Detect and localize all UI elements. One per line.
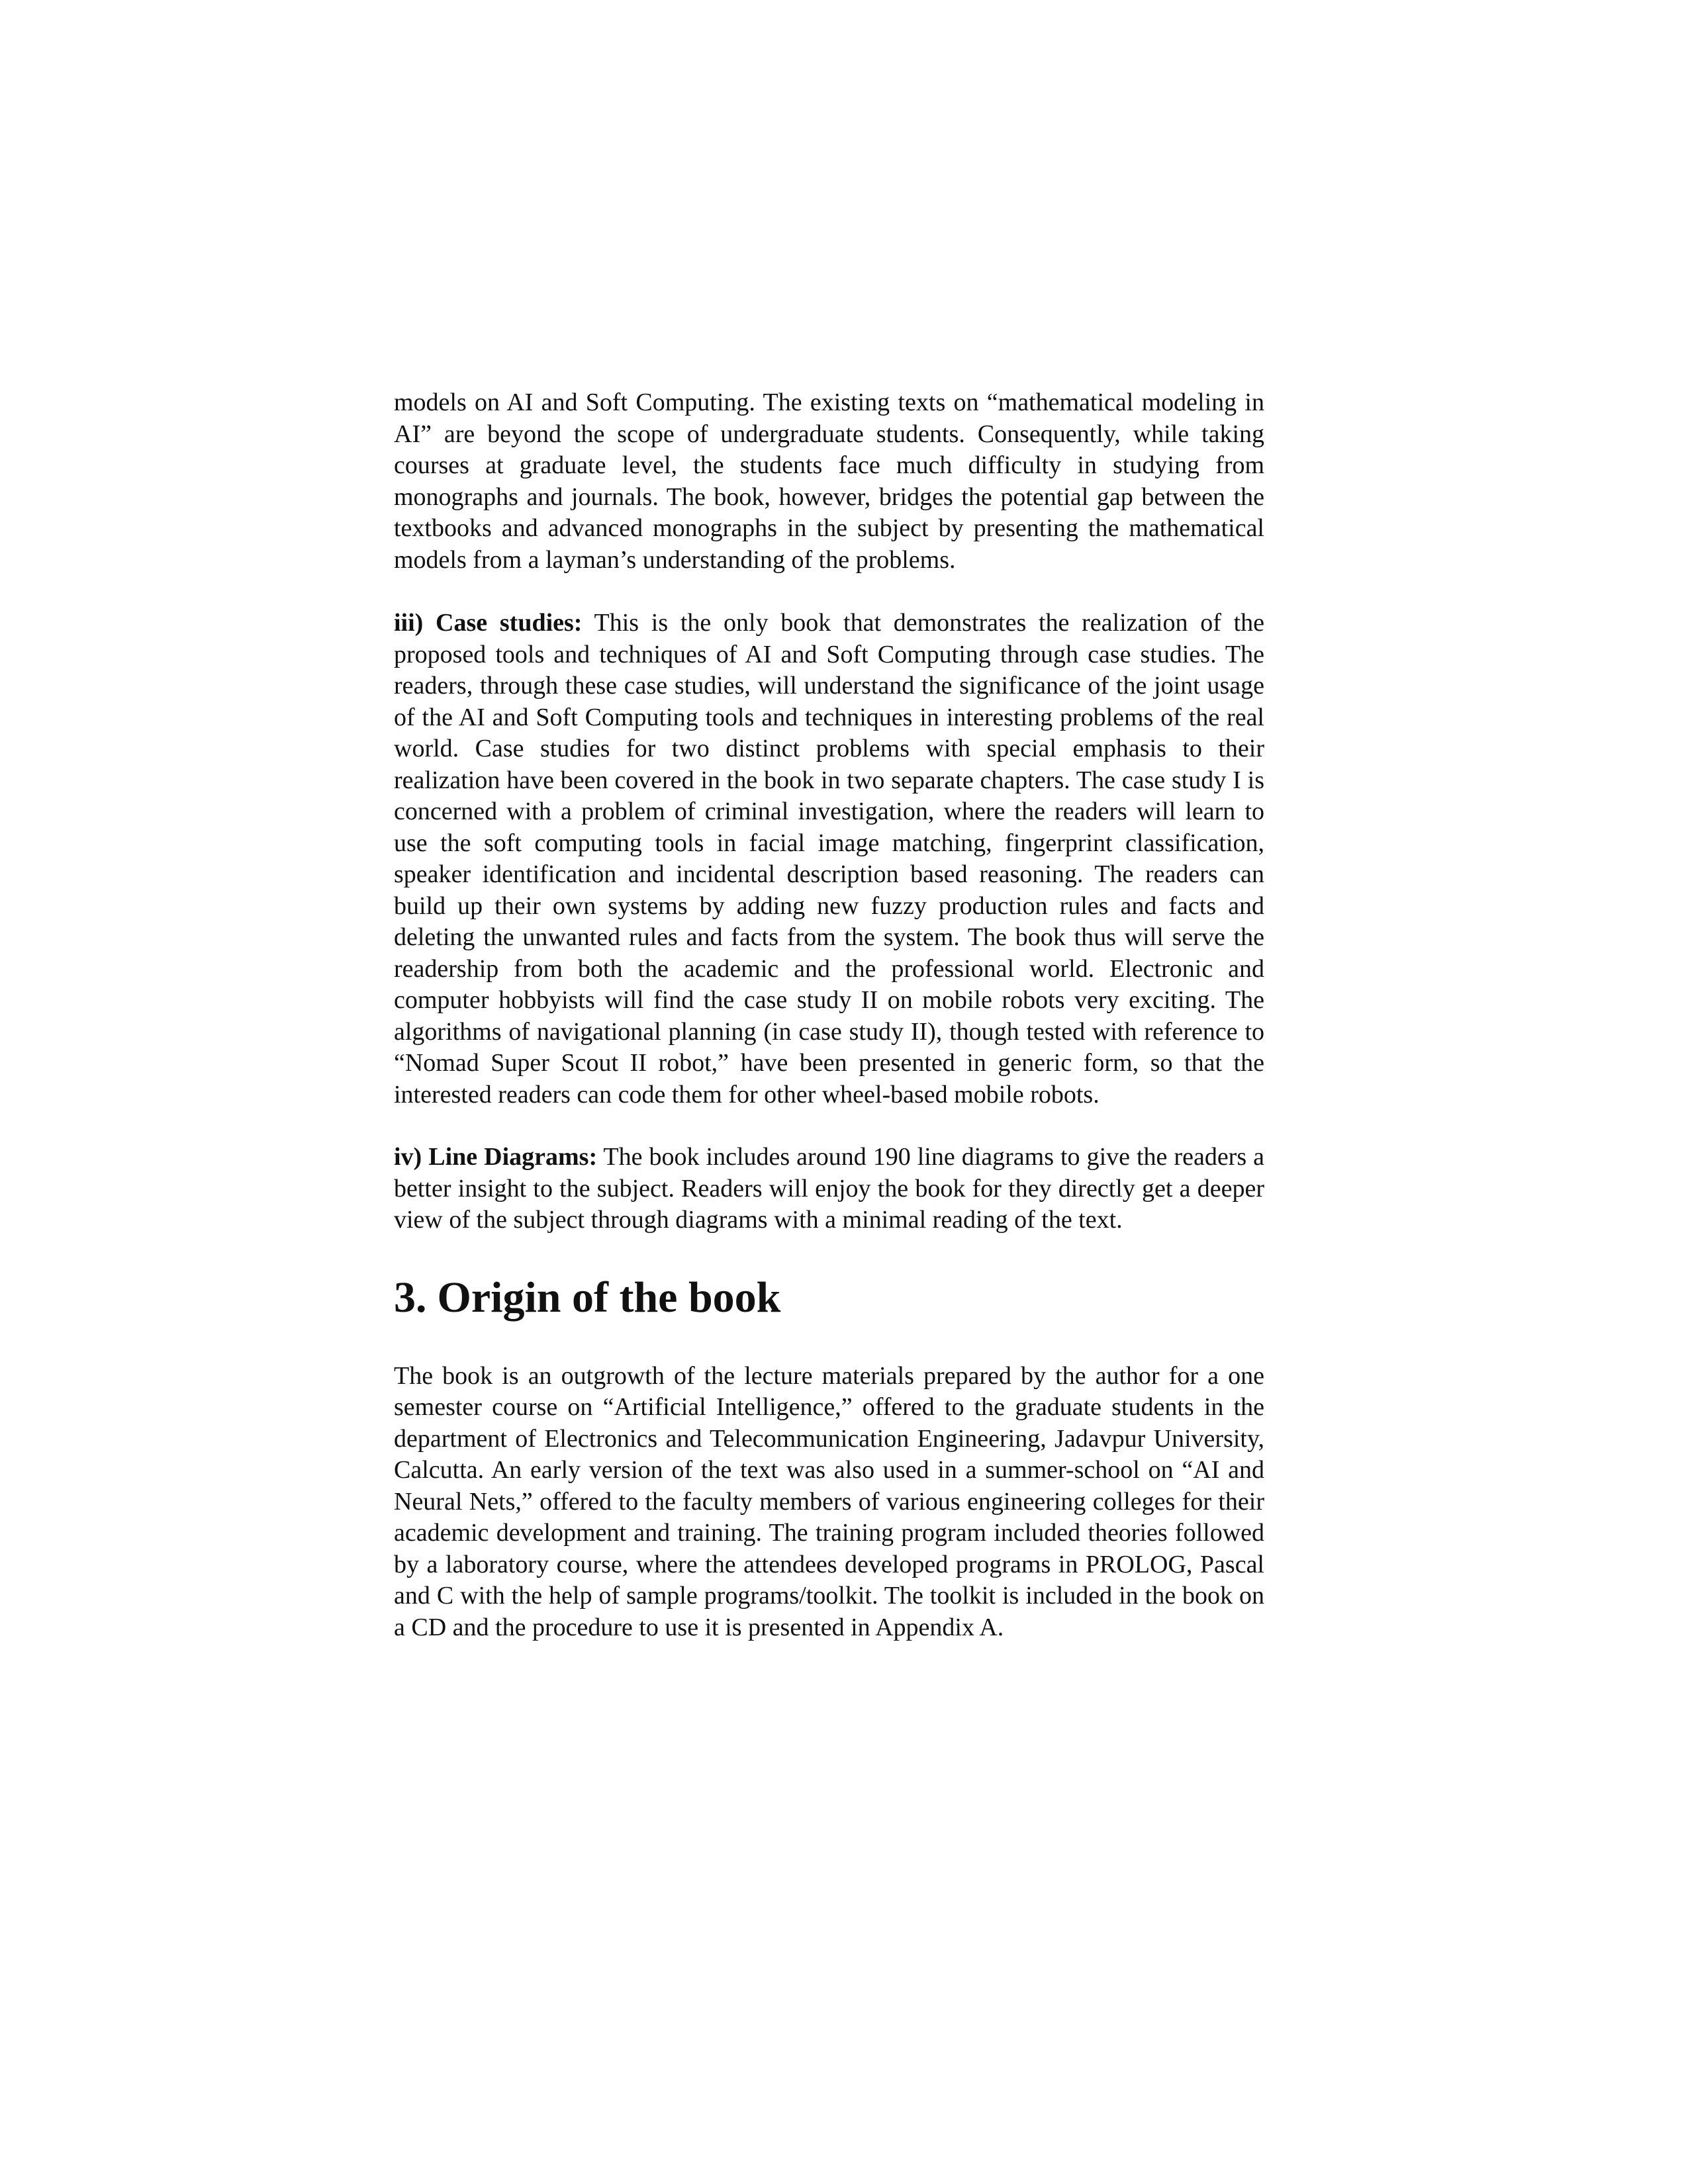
line-diagrams-lead: iv) Line Diagrams: — [394, 1143, 598, 1171]
section-title: Origin of the book — [437, 1273, 781, 1322]
line-diagrams-paragraph — [394, 1142, 1264, 1236]
case-studies-body: This is the only book that demonstrates the realization of the proposed tools and techniques of AI and Soft Computing through case studies. The readers, through these case studies, will understand the significance of the joint usage of the AI and Soft Computing tools and techniques in interesting problems of the real world. Case studies for two distinct problems with special emphasis to their realization have been covered in the book in two separate chapters. The case study I is concerned with a problem of criminal investigation, where the readers will learn to use the soft computing tools in facial image matching, fingerprint classification, speaker identification and incidental description based reasoning. The readers can build up their own systems by adding new fuzzy production rules and facts and deleting the unwanted rules and facts from the system. The book thus will serve the readership from both the academic and the professional world. Electronic and computer hobbyists will find the case study II on mobile robots very exciting. The algorithms of navigational planning (in case study II), though tested with reference to “Nomad Super Scout II robot,” have been presented in generic form, so that the interested readers can code them for other wheel-based mobile robots. — [394, 609, 1265, 1109]
section-number: 3. — [394, 1273, 427, 1322]
origin-paragraph: The book is an outgrowth of the lecture materials prepared by the author for a one semester course on “Artificial Intelligence,” offered to the graduate students in the department of Electronics and Telecommunication Engineering, Jadavpur University, Calcutta. An early version of the text was also used in a summer-school on “AI and Neural Nets,” offered to the faculty members of various engineering colleges for their academic development and training. The training program included theories followed by a laboratory course, where the attendees developed programs in PROLOG, Pascal and C with the help of sample programs/toolkit. The toolkit is included in the book on a CD and the procedure to use it is presented in Appendix A. — [394, 1361, 1264, 1641]
section-heading — [394, 1271, 1264, 1324]
case-studies-paragraph — [394, 608, 1264, 1111]
line-diagrams-body: The book includes around 190 line diagrams to give the readers a better insight to the subject. Readers will enjoy the book for they directly get a deeper view of the subject through diagrams with a minimal reading of the text. — [394, 1143, 1265, 1234]
intro-continuation-paragraph: models on AI and Soft Computing. The existing texts on “mathematical modeling in AI” are beyond the scope of undergraduate students. Consequently, while taking courses at graduate level, the students face much difficulty in studying from monographs and journals. The book, however, bridges the potential gap between the textbooks and advanced monographs in the subject by presenting the mathematical models from a layman’s understanding of the problems. — [394, 388, 1264, 574]
case-studies-lead: iii) Case studies: — [394, 609, 583, 637]
text-column — [394, 387, 1264, 1643]
